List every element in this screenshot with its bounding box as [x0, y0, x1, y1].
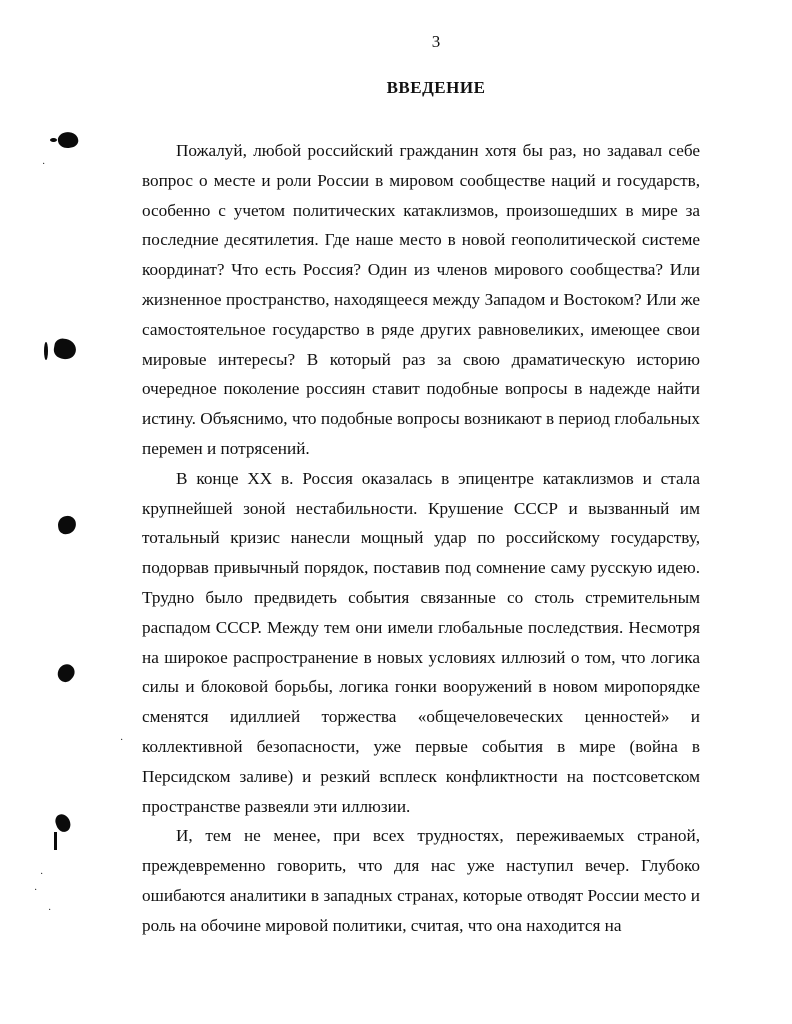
punch-hole-mark-3 [57, 515, 77, 535]
punch-hole-mark-4 [54, 661, 78, 685]
scan-speck-5: · [48, 905, 52, 916]
punch-hole-mark-2-edge [44, 342, 48, 360]
section-heading: ВВЕДЕНИЕ [386, 78, 486, 97]
punch-hole-mark-1 [57, 130, 80, 150]
scan-speck-4: · [34, 885, 38, 896]
scan-speck-2: · [120, 735, 124, 746]
body-text [142, 136, 700, 941]
paragraph-2: В конце XX в. Россия оказалась в эпицентре катаклизмов и стала крупнейшей зоной нестабильности. Крушение СССР и вызванный им тотальный кризис нанесли мощный удар по российскому государству, подорвав привычный порядок, поставив под сомнение саму русскую идею. Трудно было предвидеть события связанные со столь стремительным распадом СССР. Между тем они имели глобальные последствия. Несмотря на широкое распространение в новых условиях иллюзий о том, что логика силы и блоковой борьбы, логика гонки вооружений в новом миропорядке сменятся идиллией торжества «общечеловеческих ценностей» и коллективной безопасности, уже первые события в мире (война в Персидском заливе) и резкий всплеск конфликтности на постсоветском пространстве развеяли эти иллюзии. [142, 468, 700, 816]
scan-speck-1: · [42, 159, 46, 170]
paragraph-3: И, тем не менее, при всех трудностях, переживаемых страной, преждевременно говорить, что для нас уже наступил вечер. Глубоко ошибаются аналитики в западных странах, которые отводят России место и роль на обочине мировой политики, считая, что она находится на [142, 826, 700, 935]
punch-hole-mark-5-tail [54, 832, 57, 850]
scan-speck-3: · [40, 869, 44, 880]
punch-hole-mark-2 [52, 337, 77, 361]
page-number: 3 [431, 32, 441, 51]
punch-hole-mark-1-tail [50, 138, 57, 142]
punch-hole-mark-5 [53, 812, 72, 834]
paragraph-1: Пожалуй, любой российский гражданин хотя бы раз, но задавал себе вопрос о месте и роли России в мировом сообществе наций и государств, особенно с учетом политических катаклизмов, произошедших в мире за последние десятилетия. Где наше место в новой геополитической системе координат? Что есть Россия? Один из членов мирового сообщества? Или жизненное пространство, находящееся между Западом и Востоком? Или же самостоятельное государство в ряде других равновеликих, имеющее свои мировые интересы? В который раз за свою драматическую историю очередное поколение россиян ставит подобные вопросы в надежде найти истину. Объяснимо, что подобные вопросы возникают в период глобальных перемен и потрясений. [142, 141, 700, 458]
